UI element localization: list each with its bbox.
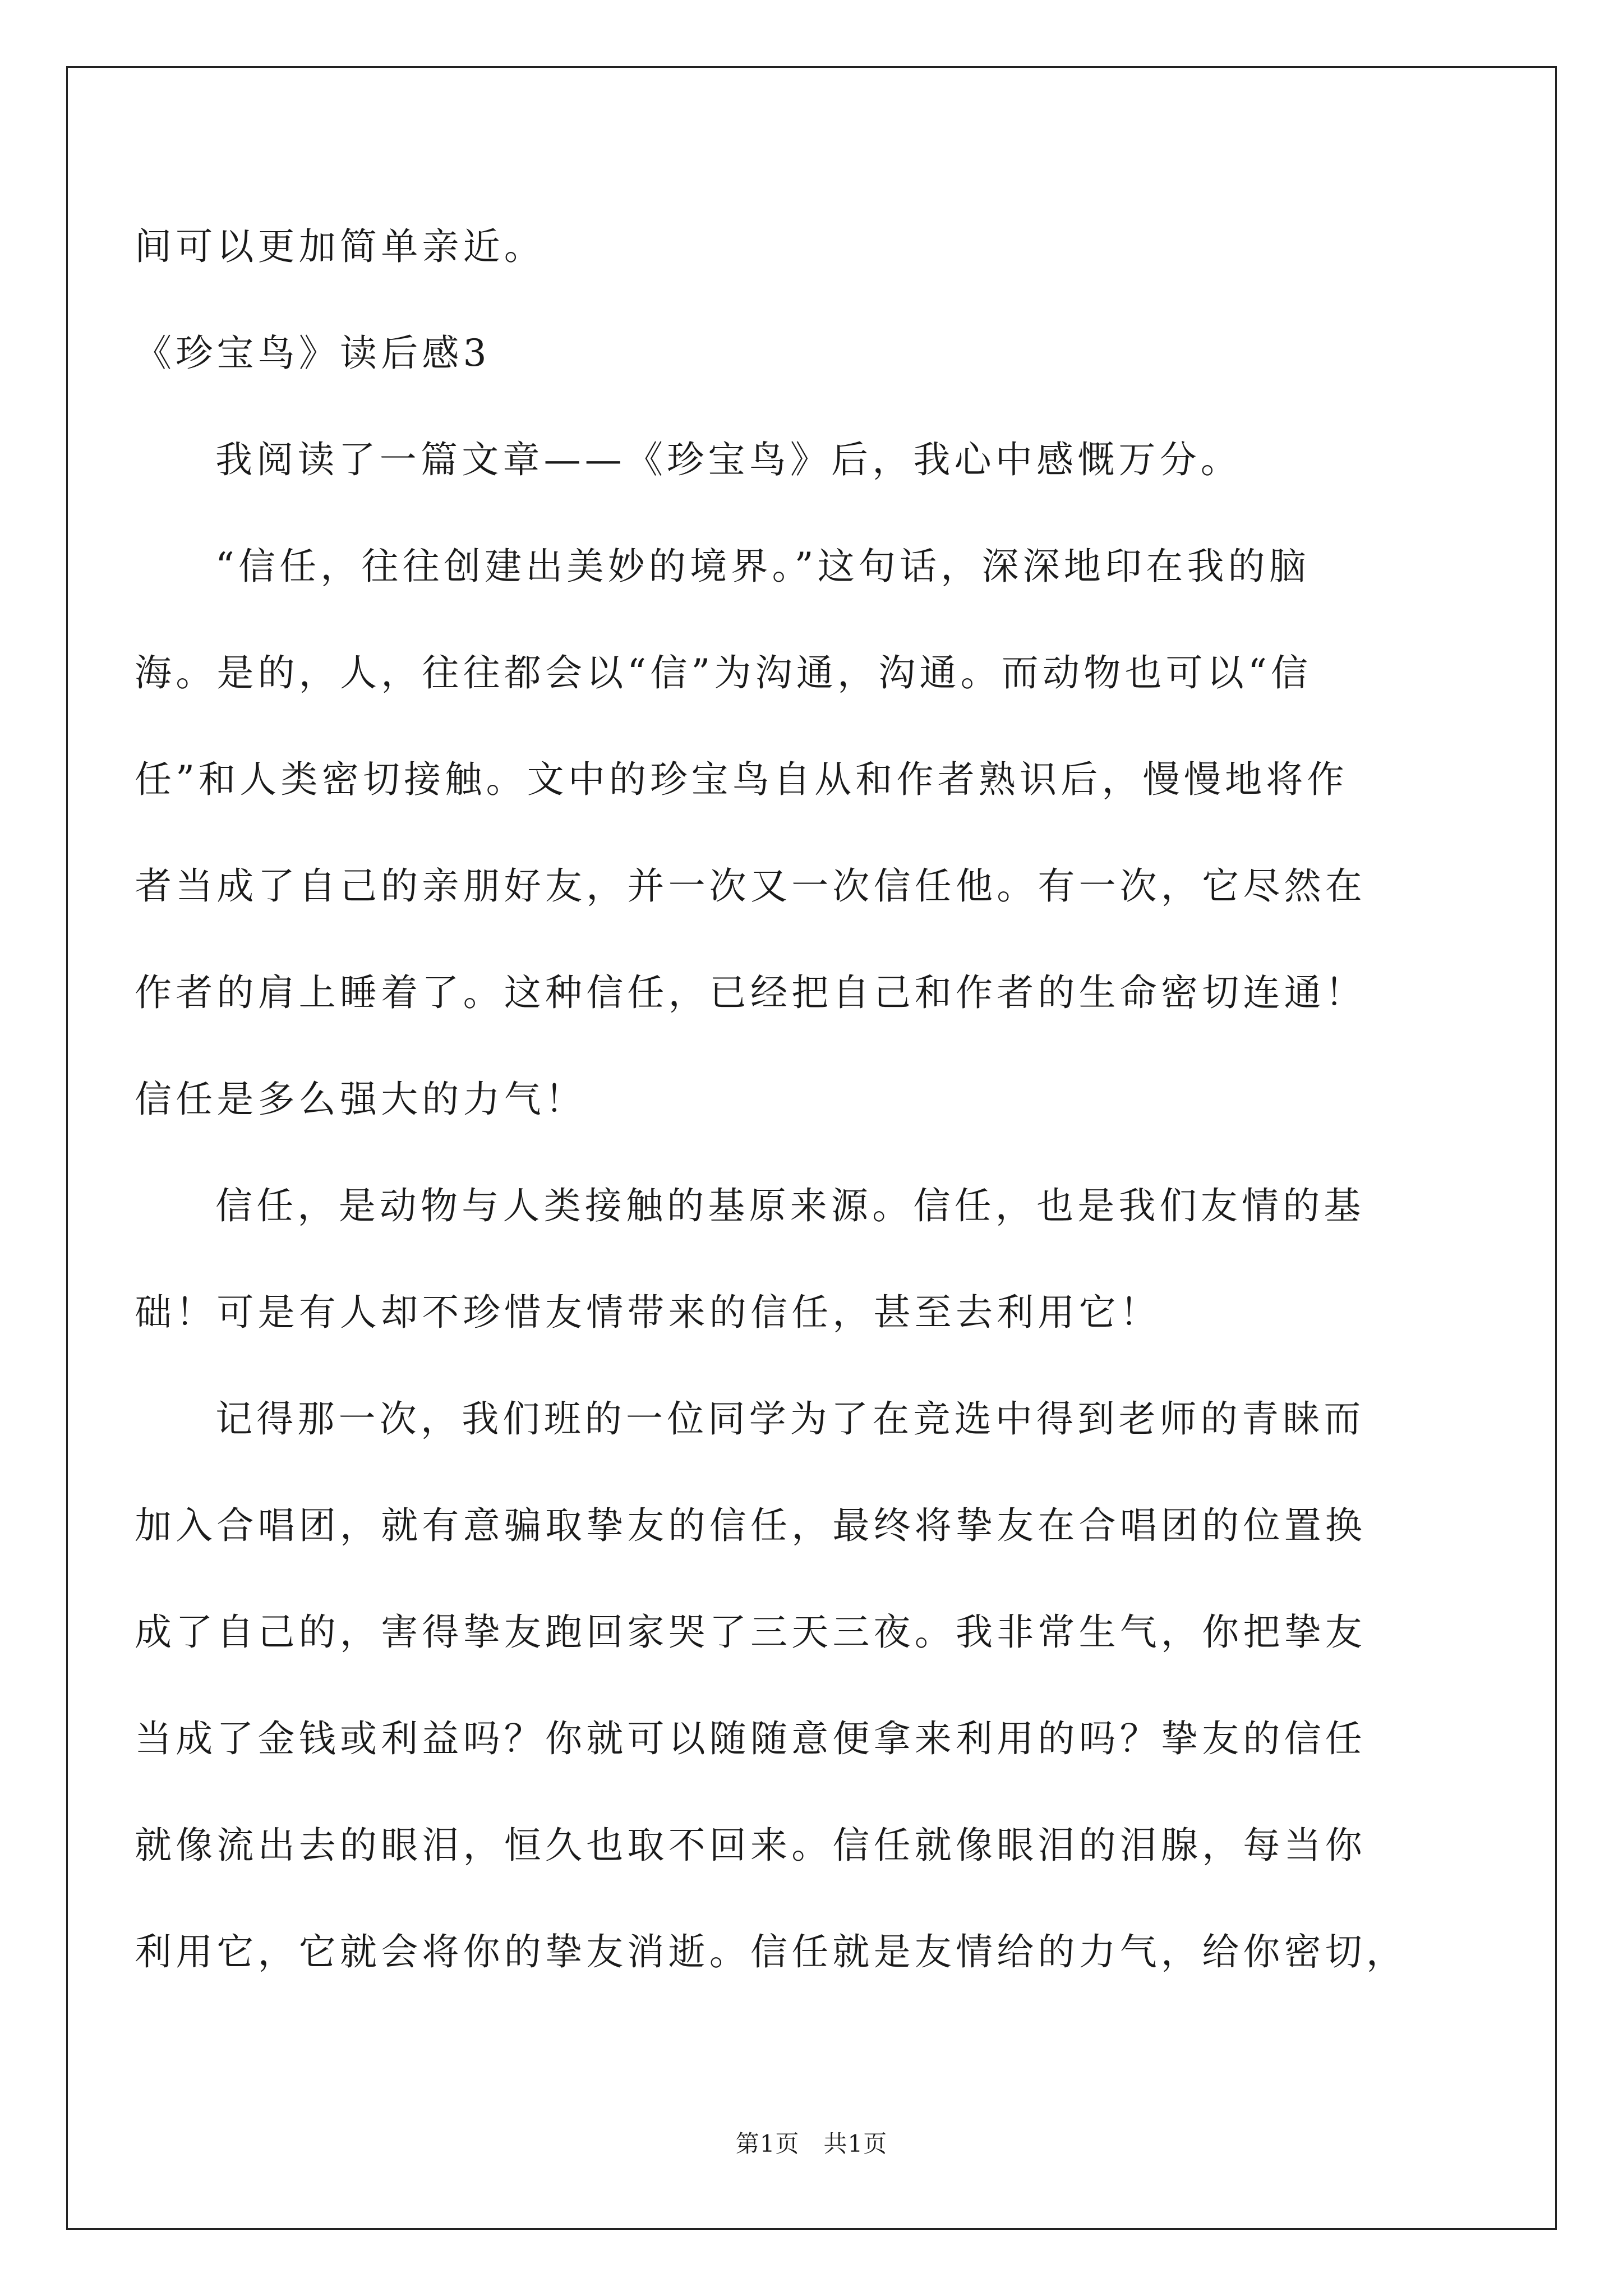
paragraph-line-12: 成了自己的，害得挚友跑回家哭了三天三夜。我非常生气，你把挚友	[135, 1611, 1366, 1654]
paragraph-line-15: 利用它，它就会将你的挚友消逝。信任就是友情给的力气，给你密切，	[135, 1930, 1408, 1973]
page-border	[66, 66, 1557, 2230]
paragraph-line-6: 作者的肩上睡着了。这种信任，已经把自己和作者的生命密切连通！	[135, 971, 1366, 1014]
paragraph-line-7: 信任是多么强大的力气！	[135, 1078, 587, 1121]
paragraph-line-2: “信任，往往创建出美妙的境界。”这句话，深深地印在我的脑	[215, 545, 1311, 588]
paragraph-line-13: 当成了金钱或利益吗？你就可以随随意便拿来利用的吗？挚友的信任	[135, 1717, 1366, 1760]
paragraph-line-4: 任”和人类密切接触。文中的珍宝鸟自从和作者熟识后，慢慢地将作	[135, 758, 1348, 801]
paragraph-line-1: 我阅读了一篇文章——《珍宝鸟》后，我心中感慨万分。	[215, 438, 1242, 481]
text-line-1: 间可以更加简单亲近。	[135, 225, 545, 268]
paragraph-line-8: 信任，是动物与人类接触的基原来源。信任，也是我们友情的基	[215, 1184, 1365, 1227]
paragraph-line-3: 海。是的，人，往往都会以“信”为沟通，沟通。而动物也可以“信	[135, 651, 1312, 694]
page-number: 第1页 共1页	[735, 2130, 888, 2157]
section-heading: 《珍宝鸟》读后感3	[135, 332, 491, 375]
paragraph-line-10: 记得那一次，我们班的一位同学为了在竞选中得到老师的青睐而	[215, 1397, 1365, 1441]
paragraph-line-9: 础！可是有人却不珍惜友情带来的信任，甚至去利用它！	[135, 1291, 1161, 1334]
paragraph-line-11: 加入合唱团，就有意骗取挚友的信任，最终将挚友在合唱团的位置换	[135, 1504, 1366, 1547]
paragraph-line-5: 者当成了自己的亲朋好友，并一次又一次信任他。有一次，它尽然在	[135, 864, 1366, 908]
paragraph-line-14: 就像流出去的眼泪，恒久也取不回来。信任就像眼泪的泪腺，每当你	[135, 1824, 1366, 1867]
page-footer	[0, 2127, 1623, 2161]
